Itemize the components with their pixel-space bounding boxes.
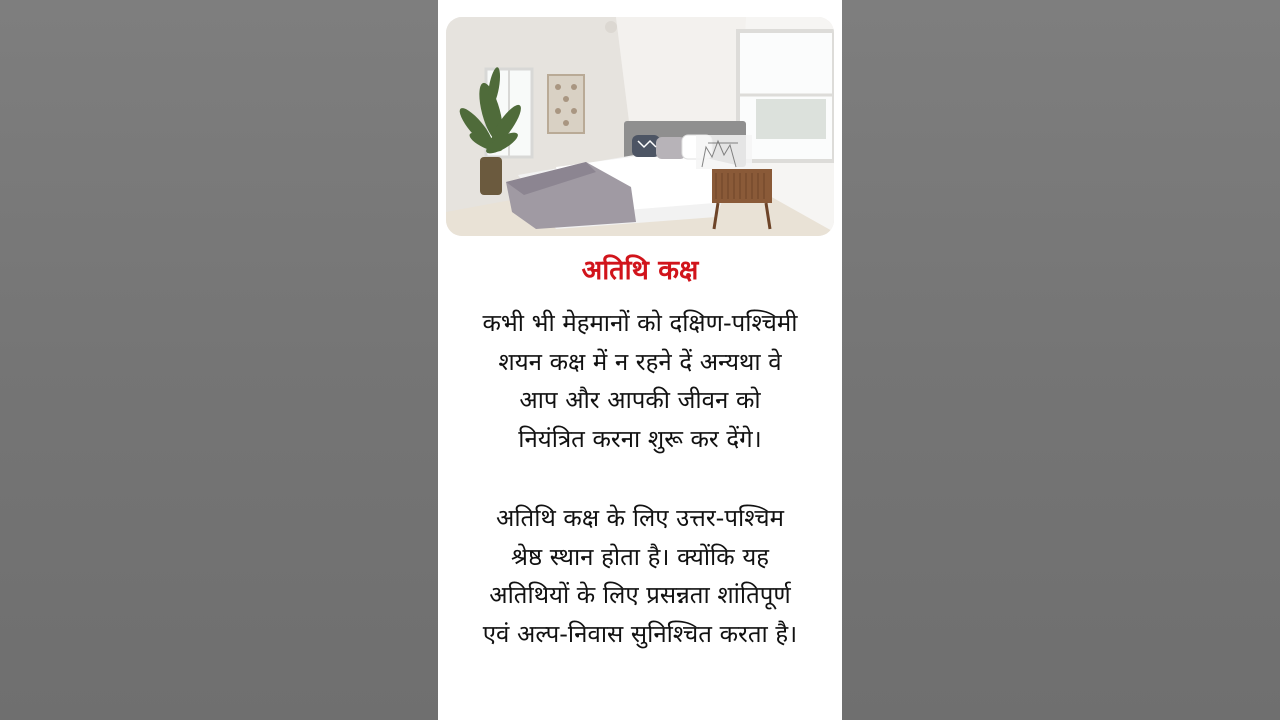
- blurred-background-left: [0, 0, 438, 720]
- section-heading: अतिथि कक्ष: [581, 255, 699, 286]
- paragraph-1-line: कभी भी मेहमानों को दक्षिण-पश्चिमी: [482, 309, 798, 337]
- paragraph-2-line: श्रेष्ठ स्थान होता है। क्योंकि यह: [511, 542, 769, 571]
- content-card: [438, 0, 842, 720]
- paragraph-2-line: अतिथियों के लिए प्रसन्नता शांतिपूर्ण: [489, 581, 791, 609]
- paragraph-1: [452, 304, 828, 458]
- paragraph-1-line: आप और आपकी जीवन को: [519, 386, 761, 414]
- paragraph-1-line: शयन कक्ष में न रहने दें अन्यथा वे: [498, 347, 782, 376]
- paragraph-2-line: एवं अल्प-निवास सुनिश्चित करता है।: [482, 619, 798, 648]
- blurred-background-right: [842, 0, 1280, 720]
- bedroom-photo: [446, 17, 834, 236]
- paragraph-2: [452, 499, 828, 653]
- paragraph-2-line: अतिथि कक्ष के लिए उत्तर-पश्चिम: [496, 504, 784, 532]
- paragraph-1-line: नियंत्रित करना शुरू कर देंगे।: [518, 424, 762, 453]
